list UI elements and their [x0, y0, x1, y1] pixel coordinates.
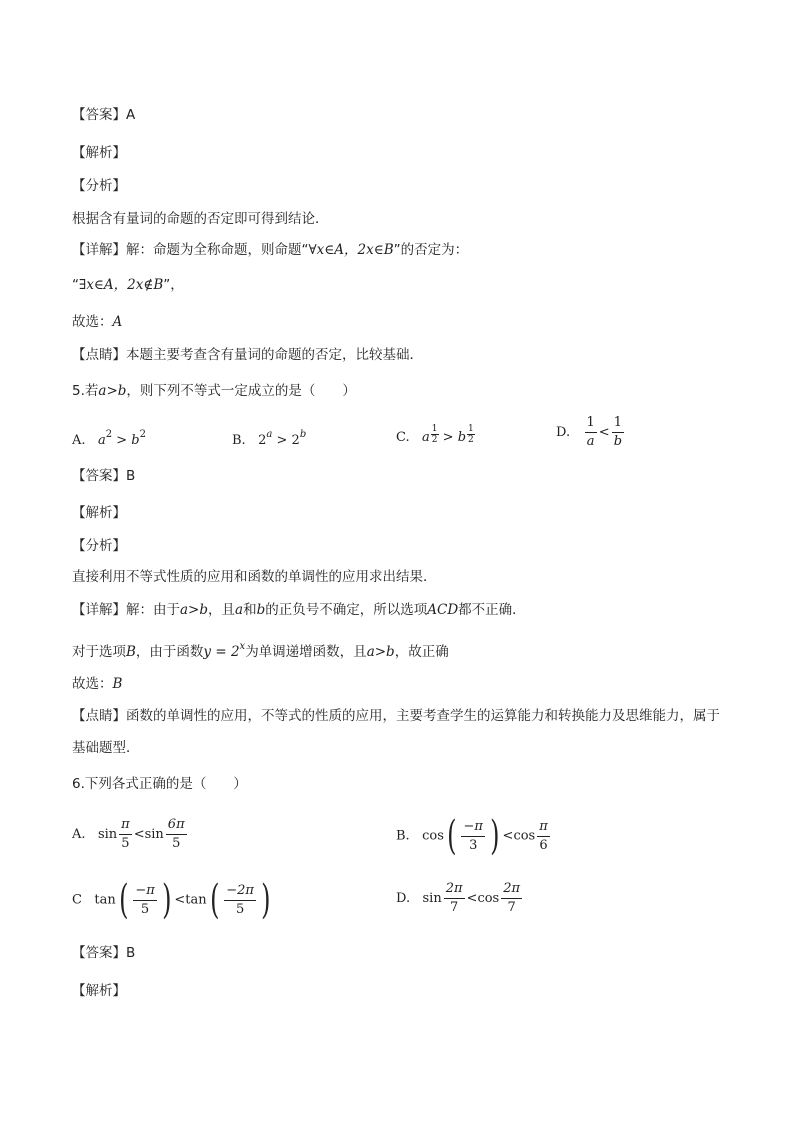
frac-den: 7 [449, 900, 459, 915]
detail-text: 解：命题为全称命题，则命题“ [126, 242, 309, 258]
math-fn: cos [422, 828, 444, 844]
q5-review-line1 [72, 707, 720, 725]
stem-math: a>b [98, 383, 127, 399]
frac-den: b [613, 434, 623, 449]
frac-num: −π [133, 882, 156, 901]
frac-den: 2 [431, 435, 438, 445]
choice-prefix: 故选： [72, 676, 113, 692]
q6-option-b [396, 813, 552, 859]
detail-text: 为单调递增函数，且 [245, 644, 367, 660]
math-frac [444, 880, 465, 917]
frac-num: 1 [612, 414, 624, 433]
math-op: < [502, 828, 514, 844]
frac-num: 6π [166, 816, 187, 835]
review-text: 函数的单调性的应用，不等式的性质的应用，主要考查学生的运算能力和转换能力及思维能力，属于 [126, 708, 720, 724]
math-fn: cos [513, 828, 536, 844]
q4-answer: 【答案】A [72, 107, 136, 123]
frac-num: −π [461, 818, 484, 837]
q6-answer: 【答案】B [72, 945, 136, 961]
math-base: 2 [258, 433, 267, 448]
frac-den: 5 [121, 836, 130, 851]
math-paren: ( $\frac{-\pi}{5}$ ) [118, 877, 172, 923]
option-label: B. [232, 433, 246, 448]
math-frac-exp [431, 424, 439, 445]
review-label: 【点睛】 [72, 708, 126, 724]
math-op: < [598, 425, 610, 440]
detail-math: ∃x∈A，2x∉B [79, 277, 164, 293]
q4-fenxi-heading: 【分析】 [72, 178, 126, 194]
q5-choice [72, 675, 122, 693]
math-exp: 2 [105, 429, 113, 440]
q5-option-b [232, 426, 306, 450]
detail-text: ，故正确 [394, 644, 449, 660]
frac-den: 6 [539, 837, 548, 853]
quote-open: “ [72, 277, 79, 293]
review-text: 本题主要考查含有量词的命题的否定，比较基础． [126, 347, 423, 363]
option-label: B. [396, 828, 410, 844]
detail-math: ∀x∈A，2x∈B [308, 242, 394, 258]
stem-pre: 5.若 [72, 383, 99, 399]
frac-den: 5 [235, 901, 245, 917]
detail-math: a>b [366, 644, 395, 660]
stem-post: ，则下列不等式一定成立的是（ ） [126, 383, 356, 399]
math-frac-exp [467, 424, 475, 445]
frac-num: π [119, 816, 132, 835]
detail-text: 都不正确． [458, 602, 526, 618]
q4-fenxi-text: 根据含有量词的命题的否定即可得到结论． [72, 211, 329, 227]
frac-num: 1 [431, 424, 438, 434]
frac-num: 2π [501, 880, 522, 899]
math-frac [612, 414, 624, 451]
math-exp: b [299, 429, 307, 440]
q5-detail-line1 [72, 601, 526, 619]
q6-analysis-heading: 【解析】 [72, 983, 126, 999]
detail-math: a [235, 602, 244, 618]
detail-label: 【详解】 [72, 242, 126, 258]
frac-den: 7 [507, 900, 516, 915]
detail-math: B [126, 644, 136, 660]
detail-text: 解：由于 [126, 602, 180, 618]
q5-fenxi-text: 直接利用不等式性质的应用和函数的单调性的应用求出结果． [72, 569, 437, 585]
q4-detail-line1 [72, 241, 468, 259]
math-frac [537, 818, 550, 855]
math-base: b [131, 433, 140, 448]
math-op: < [466, 891, 478, 906]
math-frac [119, 816, 132, 853]
math-op: < [174, 892, 186, 908]
q5-analysis-heading: 【解析】 [72, 505, 126, 521]
option-label: A. [72, 433, 86, 448]
frac-num: 2π [444, 880, 465, 899]
detail-text: 对于选项 [72, 644, 126, 660]
math-fn: sin [422, 891, 442, 906]
math-fn: cos [477, 891, 500, 906]
detail-text-end: ”的否定为： [393, 242, 469, 258]
detail-text: 和 [243, 602, 257, 618]
math-op: > [442, 430, 454, 445]
math-fn: tan [94, 892, 116, 908]
detail-math: a>b [180, 602, 209, 618]
math-fn: tan [185, 892, 207, 908]
frac-den: 5 [140, 901, 150, 917]
detail-math: ACD [427, 602, 459, 618]
q5-option-a [72, 426, 146, 450]
option-label: C [72, 892, 82, 908]
option-label: D. [396, 891, 411, 906]
q5-option-d [556, 414, 626, 451]
frac-den: 3 [469, 837, 478, 853]
math-fn: sin [97, 827, 118, 842]
q5-review-line2: 基础题型． [72, 740, 140, 756]
math-exp: a [266, 429, 273, 440]
q4-review [72, 346, 423, 364]
math-paren: ( $\frac{-\pi}{3}$ ) [446, 813, 500, 859]
q5-fenxi-heading: 【分析】 [72, 538, 126, 554]
math-op: > [276, 433, 288, 448]
math-op: > [116, 433, 128, 448]
q5-option-c [396, 424, 475, 447]
q6-option-c [72, 877, 274, 923]
frac-num: −2π [224, 882, 256, 901]
math-base: a [422, 430, 430, 445]
detail-text: ，由于函数 [135, 644, 204, 660]
math-base: b [457, 430, 467, 445]
math-paren: ( $\frac{-2\pi}{5}$ ) [209, 877, 271, 923]
quote-close: ”， [163, 277, 184, 293]
frac-num: π [537, 818, 550, 837]
detail-text: 的正负号不确定，所以选项 [265, 602, 428, 618]
math-base: a [97, 433, 106, 448]
math-exp: 2 [139, 429, 146, 440]
q4-detail-line2 [72, 276, 184, 294]
frac-num: 1 [585, 414, 597, 433]
q5-answer: 【答案】B [72, 468, 136, 484]
detail-math-exp: x [239, 641, 246, 652]
math-op: < [133, 827, 145, 842]
frac-den: 5 [172, 836, 181, 851]
choice-letter: B [112, 676, 123, 692]
option-label: A. [72, 827, 86, 842]
option-label: C. [396, 430, 410, 445]
q6-stem: 6.下列各式正确的是（ ） [72, 776, 247, 792]
frac-den: 2 [468, 435, 474, 445]
q5-stem [72, 382, 356, 400]
math-frac [501, 880, 522, 917]
q6-option-a [72, 816, 189, 853]
review-label: 【点睛】 [72, 347, 126, 363]
math-frac [166, 816, 187, 853]
math-frac [585, 414, 597, 451]
math-base: 2 [291, 433, 300, 448]
detail-text: ，且 [208, 602, 236, 618]
frac-den: a [586, 434, 595, 449]
math-fn: sin [144, 827, 164, 842]
q4-analysis-heading: 【解析】 [72, 145, 126, 161]
detail-label: 【详解】 [72, 602, 126, 618]
option-label: D. [556, 425, 571, 440]
q5-detail-line2 [72, 638, 449, 661]
q6-option-d [396, 880, 524, 917]
q4-choice [72, 313, 122, 331]
detail-math: b [256, 602, 266, 618]
choice-letter: A [112, 314, 123, 330]
detail-math: y = 2 [203, 644, 240, 660]
frac-num: 1 [468, 424, 474, 434]
choice-prefix: 故选： [72, 314, 113, 330]
